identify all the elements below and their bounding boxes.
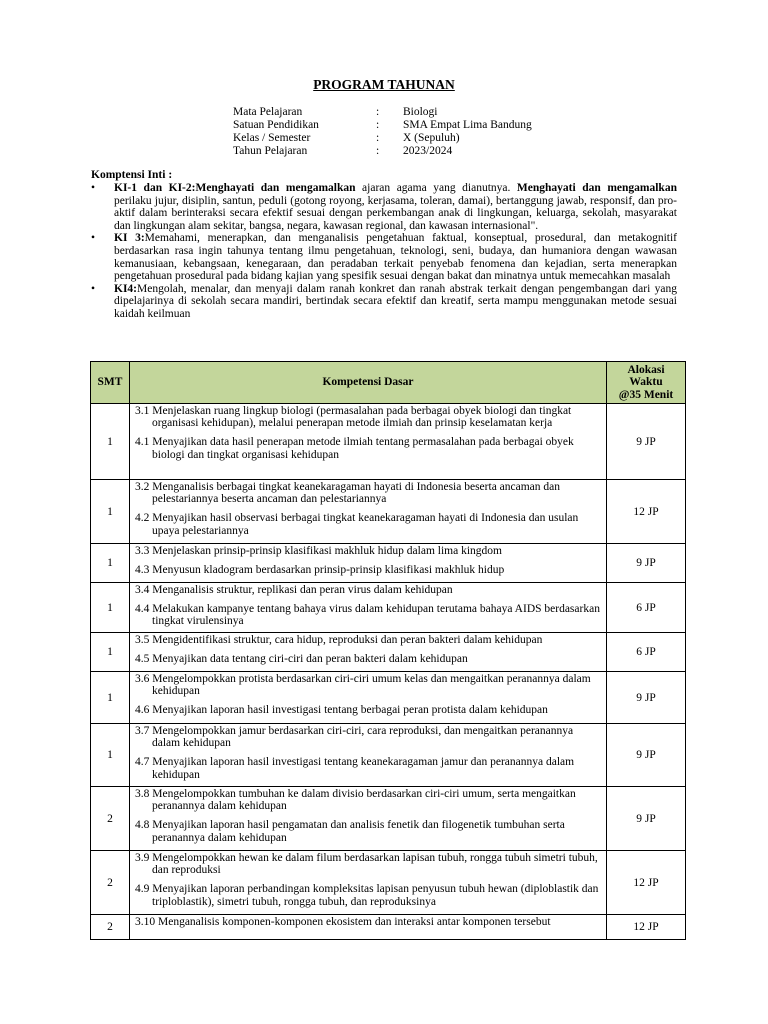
- kd-item: 4.2 Menyajikan hasil observasi berbagai tingkat keanekaragaman hayati di Indonesia dan usulan upaya pelestariannya: [135, 512, 579, 537]
- cell-smt: 1: [91, 672, 130, 724]
- ki-item-4: [91, 283, 677, 321]
- kd-item: 4.3 Menyusun kladogram berdasarkan prinsip-prinsip klasifikasi makhluk hidup: [135, 564, 505, 577]
- cell-kd: [130, 915, 607, 940]
- cell-jp: 12 JP: [607, 915, 686, 940]
- cell-jp: 12 JP: [607, 480, 686, 544]
- kd-item: 4.9 Menyajikan laporan perbandingan kompleksitas lapisan penyusun tubuh hewan (diploblastik dan triploblastik), simetri tubuh, rongga tubuh, dan reproduksinya: [135, 883, 599, 908]
- cell-smt: 1: [91, 633, 130, 672]
- document-info: [233, 106, 532, 158]
- header-alokasi: [607, 362, 686, 404]
- table-row: [91, 404, 686, 480]
- cell-kd: [130, 633, 607, 672]
- header-alokasi-line: Alokasi: [627, 363, 665, 376]
- cell-kd: [130, 787, 607, 851]
- kd-item: 3.9 Mengelompokkan hewan ke dalam filum berdasarkan lapisan tubuh, rongga tubuh simetri tubuh, dan reproduksi: [135, 852, 598, 877]
- ki-list: [91, 182, 677, 321]
- table-row: [91, 480, 686, 544]
- header-alokasi-line: @35 Menit: [618, 388, 674, 401]
- cell-jp: 9 JP: [607, 724, 686, 787]
- cell-jp: 6 JP: [607, 633, 686, 672]
- info-label: Tahun Pelajaran: [233, 145, 308, 157]
- kd-item: 4.1 Menyajikan data hasil penerapan metode ilmiah tentang permasalahan pada berbagai obyek biologi dan tingkat organisasi kehidupan: [135, 436, 574, 461]
- kd-item: 3.4 Menganalisis struktur, replikasi dan peran virus dalam kehidupan: [135, 584, 453, 596]
- kd-item: 4.7 Menyajikan laporan hasil investigasi tentang keanekaragaman jamur dan peranannya dalam kehidupan: [135, 756, 575, 781]
- info-value: SMA Empat Lima Bandung: [403, 119, 532, 131]
- cell-jp: 12 JP: [607, 851, 686, 915]
- ki-lead: KI4:: [114, 282, 137, 295]
- ki-bold: Menghayati dan mengamalkan: [516, 182, 677, 194]
- info-row: [233, 132, 532, 145]
- header-alokasi-line: Waktu: [629, 376, 663, 389]
- cell-smt: 2: [91, 915, 130, 940]
- kd-item: 3.6 Mengelompokkan protista berdasarkan ciri-ciri umum kelas dan mengaitkan peranannya dalam kehidupan: [135, 673, 591, 698]
- kd-item: 4.6 Menyajikan laporan hasil investigasi tentang berbagai peran protista dalam kehidupan: [135, 704, 548, 717]
- document-title: PROGRAM TAHUNAN: [313, 77, 455, 92]
- table-row: [91, 583, 686, 633]
- cell-kd: [130, 583, 607, 633]
- info-separator: :: [376, 119, 380, 131]
- ki-text: Mengolah, menalar, dan menyaji dalam ranah konkret dan ranah abstrak terkait dengan pengembangan dari yang dipelajarinya di sekolah secara mandiri, bertindak secara efektif dan kreatif, serta mampu menggunakan metode sesuai kaidah keilmuan: [114, 282, 677, 320]
- table-row: [91, 724, 686, 787]
- info-label: Mata Pelajaran: [233, 106, 303, 118]
- ki-heading: Komptensi Inti :: [91, 169, 173, 181]
- cell-kd: [130, 724, 607, 787]
- cell-kd: [130, 480, 607, 544]
- info-value: 2023/2024: [403, 145, 453, 157]
- cell-smt: 2: [91, 787, 130, 851]
- ki-text: perilaku jujur, disiplin, santun, peduli (gotong royong, kerjasama, toleran, damai), bertanggung jawab, responsif, dan pro-aktif dalam berinteraksi secara efektif sesuai dengan perkembangan anak di lingkungan, keluarga, sekolah, masyarakat dan lingkungan alam sekitar, bangsa, negara, kawasan regional, dan kawasan internasional".: [114, 194, 677, 232]
- info-value: Biologi: [403, 106, 438, 118]
- cell-kd: [130, 544, 607, 583]
- info-separator: :: [376, 106, 380, 118]
- table-row: [91, 544, 686, 583]
- kd-item: 3.8 Mengelompokkan tumbuhan ke dalam divisio berdasarkan ciri-ciri umum, serta mengaitkan peranannya dalam kehidupan: [135, 788, 576, 813]
- info-label: Satuan Pendidikan: [233, 119, 319, 131]
- cell-kd: [130, 404, 607, 480]
- cell-smt: 2: [91, 851, 130, 915]
- kd-table: [90, 361, 686, 940]
- kd-item: 4.4 Melakukan kampanye tentang bahaya virus dalam kehidupan terutama bahaya AIDS berdasarkan tingkat virulensinya: [135, 603, 600, 628]
- cell-smt: 1: [91, 480, 130, 544]
- ki-lead: KI 3:: [114, 232, 145, 245]
- kd-item: 4.5 Menyajikan data tentang ciri-ciri dan peran bakteri dalam kehidupan: [135, 653, 468, 666]
- table-row: [91, 787, 686, 851]
- cell-kd: [130, 672, 607, 724]
- table-row: [91, 851, 686, 915]
- cell-jp: 6 JP: [607, 583, 686, 633]
- info-separator: :: [376, 145, 380, 157]
- ki-text: ajaran agama yang dianutnya.: [355, 182, 517, 194]
- kd-item: 4.8 Menyajikan laporan hasil pengamatan dan analisis fenetik dan filogenetik tumbuhan serta peranannya dalam kehidupan: [135, 819, 565, 844]
- info-label: Kelas / Semester: [233, 132, 311, 144]
- cell-jp: 9 JP: [607, 787, 686, 851]
- cell-smt: 1: [91, 583, 130, 633]
- info-row: [233, 145, 532, 158]
- ki-item-3: [91, 232, 677, 282]
- header-smt: SMT: [91, 362, 130, 404]
- table-row: [91, 672, 686, 724]
- cell-kd: [130, 851, 607, 915]
- ki-item-1-2: [91, 182, 677, 232]
- kd-item: 3.7 Mengelompokkan jamur berdasarkan ciri-ciri, cara reproduksi, dan mengaitkan peranannya dalam kehidupan: [135, 725, 574, 750]
- cell-smt: 1: [91, 544, 130, 583]
- table-row: [91, 633, 686, 672]
- table-header-row: [91, 362, 686, 404]
- info-row: [233, 106, 532, 119]
- ki-text: Memahami, menerapkan, dan menganalisis pengetahuan faktual, konseptual, prosedural, dan metakognitif berdasarkan rasa ingin tahunya tentang ilmu pengetahuan, teknologi, seni, budaya, dan humaniora dengan wawasan kemanusiaan, kebangsaan, kenegaraan, dan peradaban terkait penyebab fenomena dan kejadian, serta menerapkan pengetahuan prosedural pada bidang kajian yang spesifik sesuai dengan bakat dan minatnya untuk memecahkan masalah: [114, 232, 678, 283]
- info-value: X (Sepuluh): [403, 132, 460, 144]
- kd-item: 3.1 Menjelaskan ruang lingkup biologi (permasalahan pada berbagai obyek biologi dan tingkat organisasi kehidupan), melalui penerapan metode ilmiah dan prinsip keselamatan kerja: [135, 405, 572, 430]
- ki-lead: KI-1 dan KI-2:Menghayati dan mengamalkan: [114, 182, 356, 194]
- kd-item: 3.10 Menganalisis komponen-komponen ekosistem dan interaksi antar komponen tersebut: [135, 916, 551, 928]
- cell-jp: 9 JP: [607, 404, 686, 480]
- table-row: [91, 915, 686, 940]
- cell-jp: 9 JP: [607, 672, 686, 724]
- cell-smt: 1: [91, 404, 130, 480]
- header-kd: Kompetensi Dasar: [130, 362, 607, 404]
- info-separator: :: [376, 132, 380, 144]
- kd-item: 3.5 Mengidentifikasi struktur, cara hidup, reproduksi dan peran bakteri dalam kehidupan: [135, 634, 543, 646]
- kd-item: 3.3 Menjelaskan prinsip-prinsip klasifikasi makhluk hidup dalam lima kingdom: [135, 545, 502, 557]
- cell-smt: 1: [91, 724, 130, 787]
- kd-item: 3.2 Menganalisis berbagai tingkat keanekaragaman hayati di Indonesia beserta ancaman dan pelestariannya beserta ancaman dan pelestariannya: [135, 481, 561, 506]
- info-row: [233, 119, 532, 132]
- cell-jp: 9 JP: [607, 544, 686, 583]
